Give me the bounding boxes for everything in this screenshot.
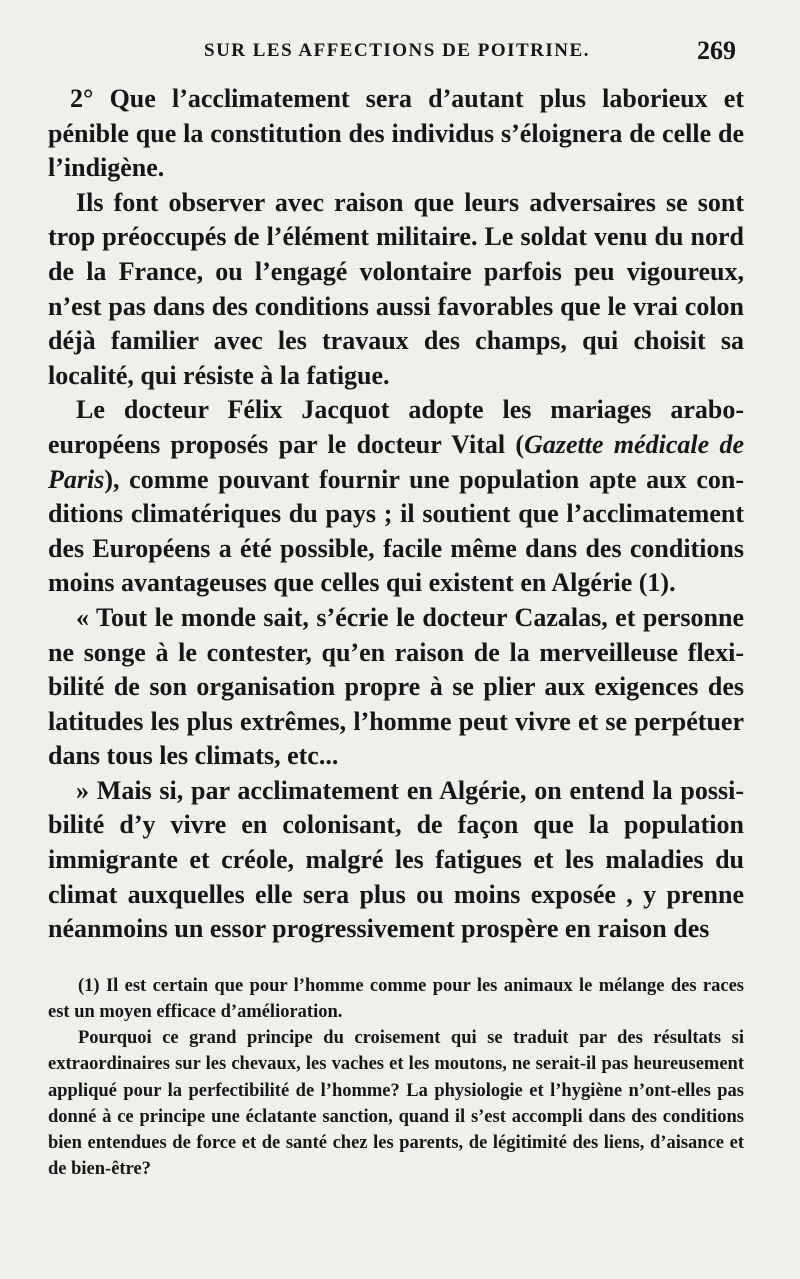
- running-title: SUR LES AFFECTIONS DE POITRINE.: [204, 40, 590, 61]
- paragraph-3-start: Le docteur Félix Jacquot adopte les mariages arabo-européens proposés par le docteur Vital (: [48, 395, 744, 459]
- footnotes: [48, 973, 744, 1183]
- paragraph-2: Ils font observer avec raison que leurs adversaires se sont trop préoccupés de l’élément militaire. Le soldat venu du nord de la France, ou l’engagé volontaire parfois peu vigoureux, n’est pas dans des conditions aussi favorables que le vrai colon déjà familier avec les travaux des champs, qui choisit sa localité, qui résiste à la fatigue.: [48, 187, 744, 390]
- page-number: 269: [697, 36, 736, 65]
- page-header: [48, 36, 744, 76]
- journal-title: Gazette médicale de Paris: [48, 429, 744, 494]
- paragraph-5: » Mais si, par acclimatement en Algérie, on entend la possibilité d’y vivre en colonisant, de façon que la population immigrante et créole, malgré les fatigues et les maladies du climat auxquelles elle sera plus ou moins exposée , y prenne néanmoins un essor progressivement prospère en raison des: [48, 775, 744, 944]
- footnote-1-continued: Pourquoi ce grand principe du croisement qui se traduit par des résultats si extraordinaires sur les chevaux, les vaches et les moutons, ne serait-il pas heureusement appliqué pour la perfectibilité de l’homme? La physiologie et l’hygiène n’ont-elles pas donné à ce principe une éclatante sanction, quand il s’est accompli dans des conditions bien entendues de force et de santé chez les parents, de légitimité des liens, d’aisance et de bien-être?: [48, 1028, 744, 1180]
- paragraph-3: [48, 393, 744, 601]
- paragraph-4: « Tout le monde sait, s’écrie le docteur Cazalas, et personne ne songe à le contester, qu’en raison de la merveilleuse flexibilité de son organisation propre à se plier aux exigences des latitudes les plus extrêmes, l’homme peut vivre et se perpétuer dans tous les climats, etc...: [48, 602, 744, 771]
- main-text: [48, 82, 744, 947]
- paragraph-3-end: ), comme pouvant fournir une population apte aux conditions climatériques du pays ; il soutient que l’acclimatement des Européens a été possible, facile même dans des conditions moins avantageuses que celles qui existent en Algérie (1).: [48, 464, 744, 598]
- footnote-1: (1) Il est certain que pour l’homme comme pour les animaux le mélange des races est un moyen efficace d’amélioration.: [48, 975, 744, 1023]
- paragraph-1: 2° Que l’acclimatement sera d’autant plus laborieux et pénible que la constitution des individus s’éloignera de celle de l’indigène.: [48, 84, 744, 183]
